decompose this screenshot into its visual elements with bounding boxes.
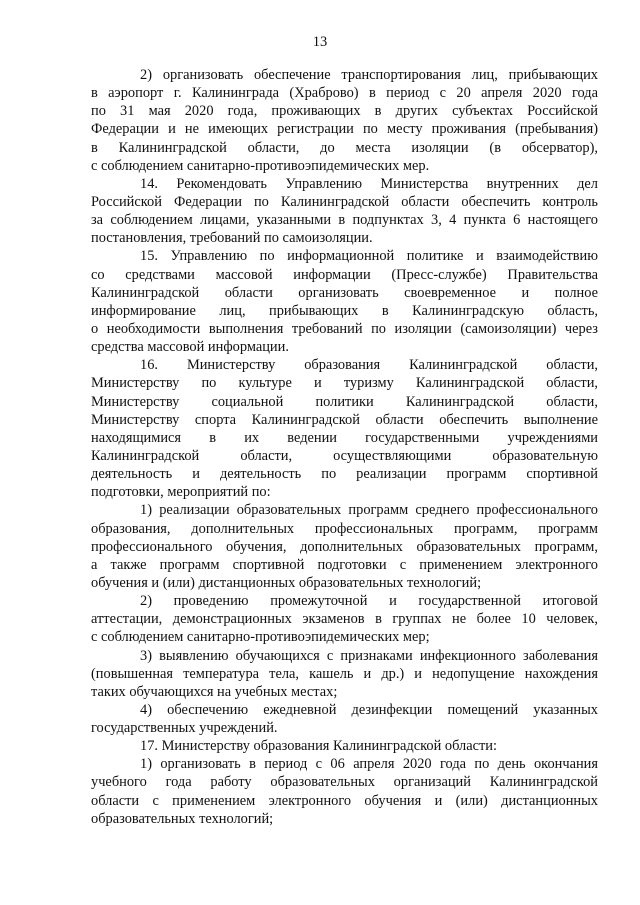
text-line: в Калининградской области, до места изоляции (в обсерватор),: [91, 139, 598, 156]
text-line: Российской Федерации по Калининградской области обеспечить контроль: [91, 193, 598, 210]
text-line: находящимися в их ведении государственными учреждениями: [91, 429, 598, 446]
text-line: 2) организовать обеспечение транспортирования лиц, прибывающих: [140, 67, 598, 83]
text-line: 1) реализации образовательных программ среднего профессионального: [140, 502, 598, 519]
text-line: средства массовой информации.: [91, 339, 289, 356]
text-line: таких обучающихся на учебных местах;: [91, 683, 338, 700]
text-line: в аэропорт г. Калининграда (Храброво) в период с 20 апреля 2020 года: [91, 85, 598, 102]
text-line: 3) выявлению обучающихся с признаками инфекционного заболевания: [140, 647, 598, 664]
text-line: 17. Министерству образования Калининградской области:: [140, 738, 497, 755]
text-line: о необходимости выполнения требований по изоляции (самоизоляции) через: [91, 320, 598, 337]
text-line: области с применением электронного обучения и (или) дистанционных: [91, 792, 598, 809]
text-line: а также программ спортивной подготовки с применением электронного: [91, 556, 598, 573]
text-line: информирование лиц, прибывающих в Калининградскую область,: [91, 302, 598, 319]
text-line: 16. Министерству образования Калининградской области,: [140, 357, 598, 374]
text-line: по 31 мая 2020 года, проживающих в других субъектах Российской: [91, 103, 598, 120]
text-line: с соблюдением санитарно-противоэпидемических мер;: [91, 629, 430, 646]
text-line: 4) обеспечению ежедневной дезинфекции помещений указанных: [140, 701, 598, 718]
text-line: аттестации, демонстрационных экзаменов в группах не более 10 человек,: [91, 611, 598, 628]
text-line: профессионального обучения, дополнительных образовательных программ,: [91, 538, 598, 555]
text-line: 14. Рекомендовать Управлению Министерства внутренних дел: [140, 175, 598, 192]
text-line: образования, дополнительных профессиональных программ, программ: [91, 520, 598, 537]
text-line: Калининградской области организовать своевременное и полное: [91, 284, 598, 301]
text-line: за соблюдением лицами, указанными в подпунктах 3, 4 пункта 6 настоящего: [91, 212, 598, 229]
page-number: 13: [312, 34, 328, 50]
text-line: (повышенная температура тела, кашель и др.) и недопущение нахождения: [91, 665, 598, 682]
text-line: образовательных технологий;: [91, 810, 274, 827]
text-line: учебного года работу образовательных организаций Калининградской: [91, 774, 598, 791]
text-line: подготовки, мероприятий по:: [91, 484, 271, 501]
text-line: со средствами массовой информации (Пресс-службе) Правительства: [91, 266, 598, 283]
text-line: Министерству по культуре и туризму Калининградской области,: [91, 375, 598, 392]
text-line: Министерству социальной политики Калининградской области,: [91, 393, 598, 410]
text-line: с соблюдением санитарно-противоэпидемических мер.: [91, 157, 430, 174]
text-line: 2) проведению промежуточной и государственной итоговой: [140, 593, 598, 610]
text-line: Калининградской области, осуществляющими образовательную: [91, 447, 598, 464]
text-line: постановления, требований по самоизоляции.: [91, 230, 373, 247]
text-line: 15. Управлению по информационной политике и взаимодействию: [140, 248, 598, 265]
text-line: Федерации и не имеющих регистрации по месту проживания (пребывания): [91, 121, 598, 138]
text-line: Министерству спорта Калининградской области обеспечить выполнение: [91, 411, 598, 428]
text-line: 1) организовать в период с 06 апреля 2020 года по день окончания: [140, 756, 598, 773]
text-line: деятельность и деятельность по реализации программ спортивной: [91, 466, 598, 483]
text-line: обучения и (или) дистанционных образовательных технологий;: [91, 574, 482, 591]
text-line: государственных учреждений.: [91, 720, 278, 737]
document-body: [91, 66, 598, 828]
